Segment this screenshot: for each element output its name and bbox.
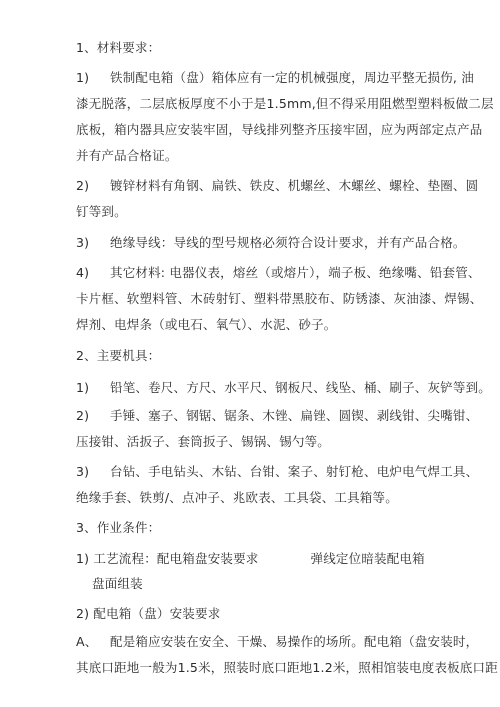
section-1-heading: 1、材料要求：: [76, 40, 161, 55]
text-line: 并有产品合格证。: [76, 148, 178, 163]
list-number: 4): [76, 265, 90, 280]
list-text: 配是箱应安装在安全、干燥、易操作的场所。配电箱（盘安装时，: [110, 634, 479, 649]
text-line: 其底口距地一般为1.5米，照装时底口距地1.2米，照相馆装电度表板底口距: [76, 660, 498, 675]
list-item-3-2: 2) 配电箱（盘）安装要求: [76, 606, 221, 621]
process-flow-start: 1) 工艺流程：配电箱盘安装要求: [76, 551, 259, 566]
process-flow-step: 弹线定位暗装配电箱: [310, 551, 425, 566]
text-line: 绝缘手套、铁剪/、点冲子、兆欧表、工具袋、工具箱等。: [76, 490, 398, 505]
list-text: 镀锌材料有角钢、扁铁、铁皮、机螺丝、木螺丝、螺栓、垫圈、圆: [110, 178, 479, 193]
section-3-heading: 3、作业条件：: [76, 520, 161, 535]
list-text: 其它材料: 电器仪表，熔丝（或熔片），端子板、绝缘嘴、铅套管、: [110, 265, 481, 280]
process-flow-line: [76, 551, 425, 567]
text-line: 钉等到。: [76, 204, 127, 219]
list-number: 3): [76, 464, 90, 479]
list-number: 2): [76, 408, 90, 423]
section-2-heading: 2、主要机具：: [76, 348, 161, 363]
process-flow-step: 盘面组装: [92, 576, 143, 591]
list-text: 铁制配电箱（盘）箱体应有一定的机械强度，周边平整无损伤, 油: [110, 70, 474, 85]
text-line: 漆无脱落，二层底板厚度不小于是1.5mm,但不得采用阻燃型塑料板做二层: [76, 96, 494, 111]
list-number: A、: [76, 634, 98, 649]
text-line: 焊剂、电焊条（或电石、氧气）、水泥、砂子。: [76, 317, 337, 332]
list-text: 台钻、手电钻头、木钻、台钳、案子、射钉枪、电炉电气焊工具、: [110, 464, 479, 479]
list-text: 铅笔、卷尺、方尺、水平尺、钢板尺、线坠、桶、刷子、灰铲等到。: [110, 380, 492, 395]
text-line: 卡片框、软塑料管、木砖射钉、塑料带黑胶布、防锈漆、灰油漆、焊锡、: [76, 291, 483, 306]
list-number: 3): [76, 235, 90, 250]
list-number: 2): [76, 178, 90, 193]
list-text: 绝缘导线：导线的型号规格必须符合设计要求，并有产品合格。: [110, 235, 466, 250]
list-number: 1): [76, 70, 90, 85]
text-line: 压接钳、活扳子、套筒扳子、锡锅、锡勺等。: [76, 434, 331, 449]
text-line: 底板，箱内器具应安装牢固，导线排列整齐压接牢固，应为两部定点产品: [76, 122, 483, 137]
list-text: 手锤、塞子、钢锯、锯条、木锉、扁锉、圆锲、剥线钳、尖嘴钳、: [110, 408, 479, 423]
list-number: 1): [76, 380, 90, 395]
